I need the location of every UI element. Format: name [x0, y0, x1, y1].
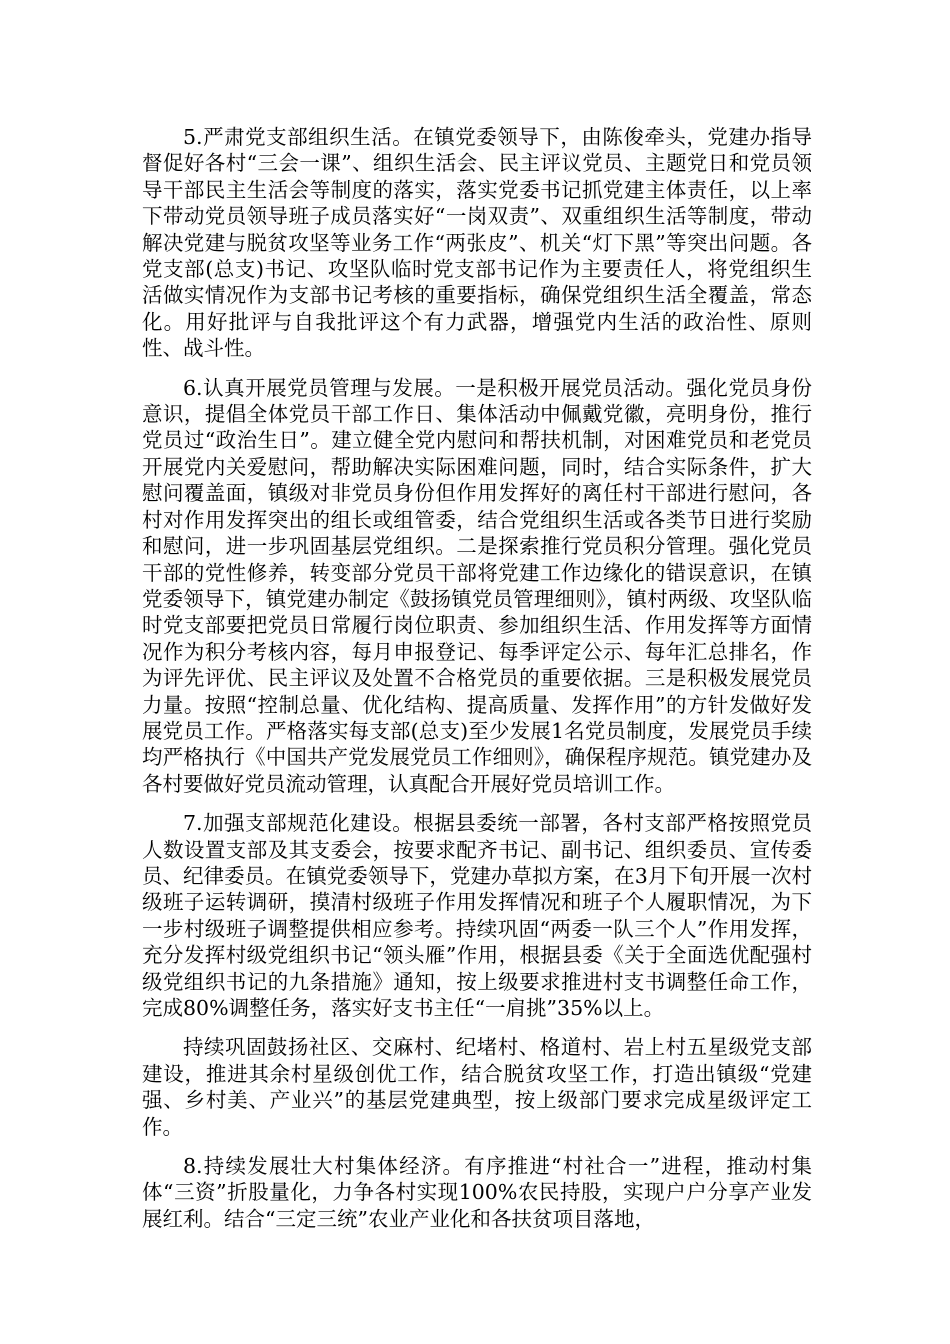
paragraph-item-6: 6.认真开展党员管理与发展。一是积极开展党员活动。强化党员身份意识，提倡全体党员干部工作日、集体活动中佩戴党徽，亮明身份，推行党员过“政治生日”。建立健全党内慰问和帮扶机制，对困难党员和老党员开展党内关爱慰问，帮助解决实际困难问题，同时，结合实际条件，扩大慰问覆盖面，镇级对非党员身份但作用发挥好的离任村干部进行慰问，各村对作用发挥突出的组长或组管委，结合党组织生活或各类节日进行奖励和慰问，进一步巩固基层党组织。二是探索推行党员积分管理。强化党员干部的党性修养，转变部分党员干部将党建工作边缘化的错误意识，在镇党委领导下，镇党建办制定《鼓扬镇党员管理细则》，镇村两级、攻坚队临时党支部要把党员日常履行岗位职责、参加组织生活、作用发挥等方面情况作为积分考核内容，每月申报登记、每季评定公示、每年汇总排名，作为评先评优、民主评议及处置不合格党员的重要依据。三是积极发展党员力量。按照“控制总量、优化结构、提高质量、发挥作用”的方针发做好发展党员工作。严格落实每支部(总支)至少发展1名党员制度，发展党员手续均严格执行《中国共产党发展党员工作细则》，确保程序规范。镇党建办及各村要做好党员流动管理，认真配合开展好党员培训工作。: [142, 375, 812, 796]
document-page: [142, 124, 812, 1245]
paragraph-item-8: 8.持续发展壮大村集体经济。有序推进“村社合一”进程，推动村集体“三资”折股量化，力争各村实现100%农民持股，实现户户分享产业发展红利。结合“三定三统”农业产业化和各扶贫项目落地，: [142, 1154, 812, 1231]
paragraph-star-branch: 持续巩固鼓扬社区、交麻村、纪堵村、格道村、岩上村五星级党支部建设，推进其余村星级创优工作，结合脱贫攻坚工作，打造出镇级“党建强、乡村美、产业兴”的基层党建典型，按上级部门要求完成星级评定工作。: [142, 1035, 812, 1139]
paragraph-item-7: 7.加强支部规范化建设。根据县委统一部署，各村支部严格按照党员人数设置支部及其支委会，按要求配齐书记、副书记、组织委员、宣传委员、纪律委员。在镇党委领导下，党建办草拟方案，在3月下旬开展一次村级班子运转调研，摸清村级班子作用发挥情况和班子个人履职情况，为下一步村级班子调整提供相应参考。持续巩固“两委一队三个人”作用发挥，充分发挥村级党组织书记“领头雁”作用，根据县委《关于全面选优配强村级党组织书记的九条措施》通知，按上级要求推进村支书调整任命工作，完成80%调整任务，落实好支书主任“一肩挑”35%以上。: [142, 811, 812, 1020]
paragraph-item-5: 5.严肃党支部组织生活。在镇党委领导下，由陈俊牵头，党建办指导督促好各村“三会一课”、组织生活会、民主评议党员、主题党日和党员领导干部民主生活会等制度的落实，落实党委书记抓党建主体责任，以上率下带动党员领导班子成员落实好“一岗双责”、双重组织生活等制度，带动解决党建与脱贫攻坚等业务工作“两张皮”、机关“灯下黑”等突出问题。各党支部(总支)书记、攻坚队临时党支部书记作为主要责任人，将党组织生活做实情况作为支部书记考核的重要指标，确保党组织生活全覆盖，常态化。用好批评与自我批评这个有力武器，增强党内生活的政治性、原则性、战斗性。: [142, 125, 812, 361]
